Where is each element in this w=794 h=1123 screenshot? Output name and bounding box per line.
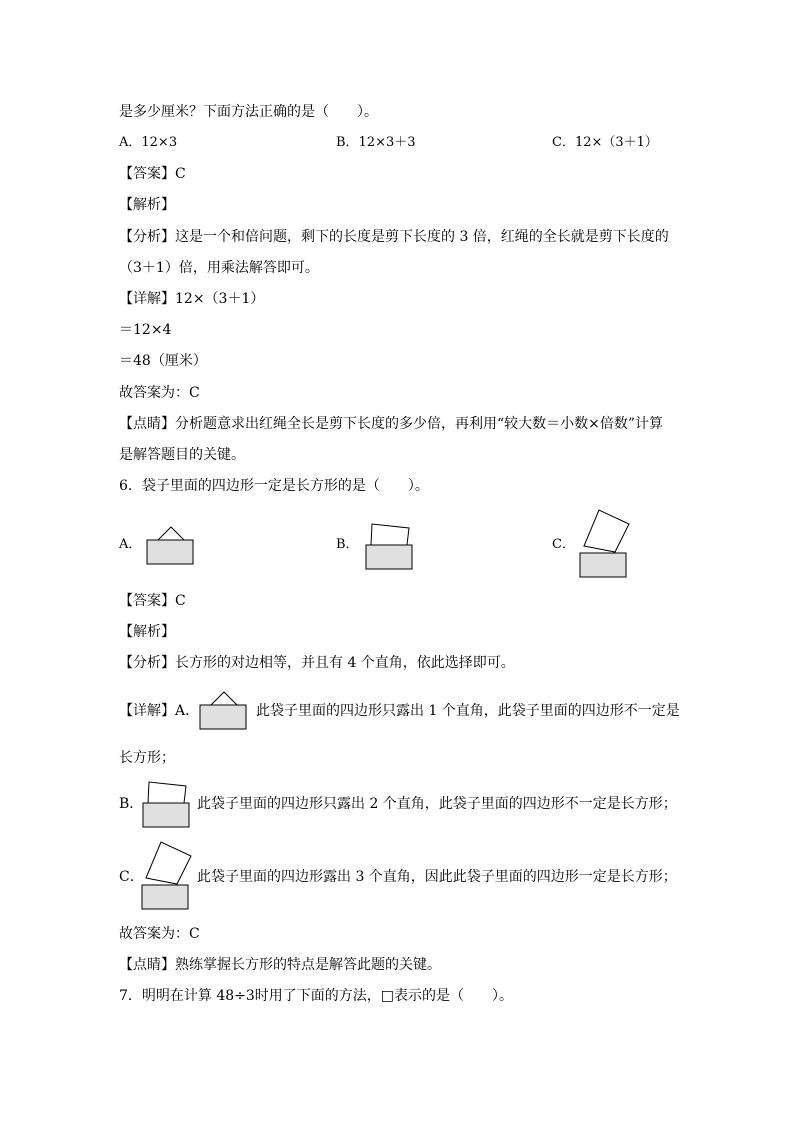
q5-dianjing-line1: 【点睛】分析题意求出红绳全长是剪下长度的多少倍，再利用“较大数＝小数×倍数”计算 — [119, 416, 664, 432]
q6-figure-c — [579, 508, 631, 580]
q5-option-c: C．12×（3＋1） — [552, 135, 658, 150]
q6-dianjing: 【点睛】熟练掌握长方形的特点是解答此题的关键。 — [119, 957, 441, 973]
q6-xiangjie-c-text: 此袋子里面的四边形露出 3 个直角，因此此袋子里面的四边形一定是长方形； — [197, 869, 677, 885]
q6-fenxi: 【分析】长方形的对边相等，并且有 4 个直角，依此选择即可。 — [119, 655, 515, 671]
q5-answer: 【答案】C — [119, 166, 186, 182]
q6-xiangjie-prefix: 【详解】A． — [119, 703, 200, 719]
q6-xiangjie-figure-b — [142, 780, 192, 834]
q6-figure-a — [146, 525, 196, 567]
q6-xiangjie-figure-c — [141, 840, 193, 916]
q6-figure-b — [365, 522, 415, 572]
q6-option-a-label: A． — [119, 537, 142, 552]
bag-quad-figure-b — [365, 522, 415, 572]
q5-stem-tail: 是多少厘米？下面方法正确的是（ ）。 — [119, 104, 378, 120]
q5-analysis-heading: 【解析】 — [119, 197, 175, 213]
bag-rect-figure-c — [579, 508, 631, 580]
q6-option-b-label: B． — [336, 537, 359, 552]
q6-xiangjie-b-text: 此袋子里面的四边形只露出 2 个直角，此袋子里面的四边形不一定是长方形； — [197, 796, 677, 812]
q6-stem: 6．袋子里面的四边形一定是长方形的是（ ）。 — [119, 478, 429, 494]
q6-xiangjie-c-label: C． — [119, 869, 144, 885]
q5-fenxi-line2: （3＋1）倍，用乘法解答即可。 — [119, 260, 319, 276]
q5-dianjing-line2: 是解答题目的关键。 — [119, 447, 245, 463]
q5-option-b: B．12×3＋3 — [336, 135, 416, 150]
q5-xiangjie: 【详解】12×（3＋1） — [119, 291, 265, 307]
q5-step2: ＝48（厘米） — [119, 353, 207, 369]
q6-answer: 【答案】C — [119, 593, 186, 609]
q6-option-c-label: C． — [552, 537, 575, 552]
q5-final-answer: 故答案为：C — [119, 385, 200, 401]
q6-xiangjie-figure-a — [199, 690, 249, 736]
q6-xiangjie-b-label: B． — [119, 796, 144, 812]
q6-xiangjie-a-cont: 长方形； — [119, 750, 175, 766]
bag-triangle-figure-a — [146, 525, 196, 567]
q5-option-a: A．12×3 — [119, 135, 178, 150]
q6-final-answer: 故答案为：C — [119, 926, 200, 942]
q7-stem: 7．明明在计算 48÷3时用了下面的方法，□表示的是（ ）。 — [119, 988, 514, 1004]
q5-step1: ＝12×4 — [119, 322, 172, 338]
q6-xiangjie-a-text: 此袋子里面的四边形只露出 1 个直角，此袋子里面的四边形不一定是 — [256, 703, 680, 719]
q5-fenxi-line1: 【分析】这是一个和倍问题，剩下的长度是剪下长度的 3 倍，红绳的全长就是剪下长度的 — [119, 229, 669, 245]
q6-analysis-heading: 【解析】 — [119, 624, 175, 640]
